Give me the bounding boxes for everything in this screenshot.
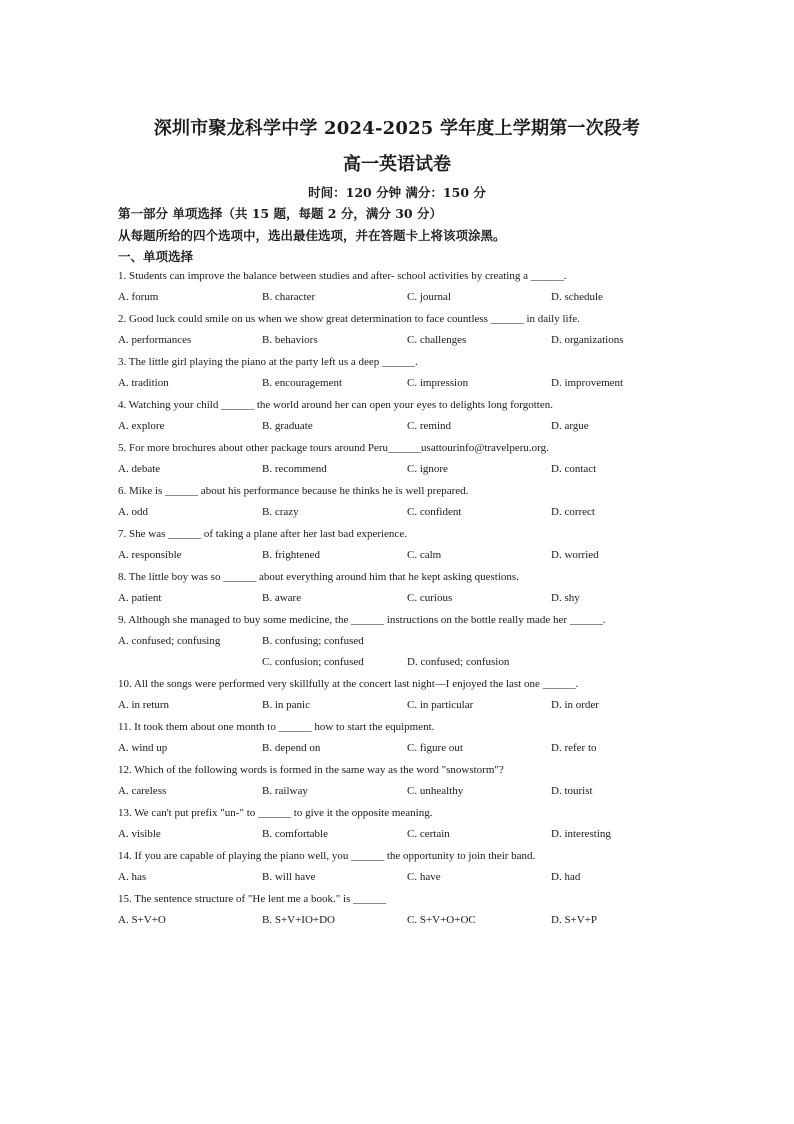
option-c: C. impression xyxy=(407,377,469,389)
option-d: D. S+V+P xyxy=(551,914,598,926)
option-d: D. shy xyxy=(551,592,580,604)
option-a: A. careless xyxy=(118,785,167,797)
instruction: 从每题所给的四个选项中，选出最佳选项，并在答题卡上将该项涂黑。 xyxy=(118,228,506,243)
options-row xyxy=(118,377,678,393)
options-row xyxy=(118,635,678,651)
option-b: B. crazy xyxy=(262,506,299,518)
question-stem: 8. The little boy was so ______ about everything around him that he kept asking questions. xyxy=(118,571,519,583)
question-stem: 3. The little girl playing the piano at the party left us a deep ______. xyxy=(118,356,418,368)
option-a: A. forum xyxy=(118,291,159,303)
options-row xyxy=(118,785,678,801)
option-c: C. unhealthy xyxy=(407,785,464,797)
option-b: B. recommend xyxy=(262,463,327,475)
option-a: A. explore xyxy=(118,420,165,432)
question-stem: 12. Which of the following words is formed in the same way as the word "snowstorm"? xyxy=(118,764,504,776)
option-b: B. encouragement xyxy=(262,377,343,389)
question-stem: 6. Mike is ______ about his performance because he thinks he is well prepared. xyxy=(118,485,469,497)
option-b: B. graduate xyxy=(262,420,313,432)
question-stem: 15. The sentence structure of "He lent me a book." is ______ xyxy=(118,893,387,905)
option-d: D. confused; confusion xyxy=(407,656,510,668)
exam-title: 深圳市聚龙科学中学 2024-2025 学年度上学期第一次段考 xyxy=(153,118,641,139)
exam-info: 时间：120 分钟 满分：150 分 xyxy=(308,185,486,200)
option-d: D. had xyxy=(551,871,581,883)
option-a: A. odd xyxy=(118,506,148,518)
options-row xyxy=(118,506,678,522)
option-b: B. depend on xyxy=(262,742,321,754)
option-a: A. patient xyxy=(118,592,162,604)
option-d: D. interesting xyxy=(551,828,611,840)
option-c: C. confusion; confused xyxy=(262,656,364,668)
option-d: D. argue xyxy=(551,420,589,432)
exam-subtitle: 高一英语试卷 xyxy=(343,154,451,175)
options-row xyxy=(118,699,678,715)
option-c: C. certain xyxy=(407,828,450,840)
question-stem: 5. For more brochures about other package tours around Peru______usattourinfo@travelperu.org. xyxy=(118,442,549,454)
option-c: C. curious xyxy=(407,592,453,604)
option-d: D. contact xyxy=(551,463,597,475)
question-stem: 2. Good luck could smile on us when we show great determination to face countless ______ in daily life. xyxy=(118,313,580,325)
question-stem: 10. All the songs were performed very skillfully at the concert last night—I enjoyed the last one ______. xyxy=(118,678,579,690)
question-stem: 4. Watching your child ______ the world around her can open your eyes to delights long forgotten. xyxy=(118,399,553,411)
option-c: C. have xyxy=(407,871,441,883)
options-row xyxy=(118,914,678,930)
option-d: D. organizations xyxy=(551,334,624,346)
question-stem: 13. We can't put prefix "un-" to ______ to give it the opposite meaning. xyxy=(118,807,433,819)
options-row xyxy=(118,334,678,350)
question-stem: 9. Although she managed to buy some medicine, the ______ instructions on the bottle really made her ______. xyxy=(118,614,606,626)
question-stem: 14. If you are capable of playing the piano well, you ______ the opportunity to join their band. xyxy=(118,850,536,862)
option-c: C. remind xyxy=(407,420,451,432)
option-b: B. character xyxy=(262,291,316,303)
option-b: B. railway xyxy=(262,785,308,797)
option-c: C. in particular xyxy=(407,699,474,711)
option-b: B. S+V+IO+DO xyxy=(262,914,336,926)
option-c: C. ignore xyxy=(407,463,448,475)
option-c: C. calm xyxy=(407,549,442,561)
question-stem: 11. It took them about one month to ______ how to start the equipment. xyxy=(118,721,435,733)
options-row xyxy=(118,549,678,565)
option-b: B. aware xyxy=(262,592,302,604)
options-row xyxy=(118,742,678,758)
option-d: D. correct xyxy=(551,506,595,518)
option-c: C. S+V+O+OC xyxy=(407,914,476,926)
option-d: D. schedule xyxy=(551,291,603,303)
option-a: A. responsible xyxy=(118,549,182,561)
option-a: A. in return xyxy=(118,699,170,711)
options-row xyxy=(118,291,678,307)
option-b: B. confusing; confused xyxy=(262,635,364,647)
question-stem: 7. She was ______ of taking a plane after her last bad experience. xyxy=(118,528,407,540)
question-stem: 1. Students can improve the balance between studies and after- school activities by creating a ______. xyxy=(118,270,567,282)
options-row xyxy=(118,828,678,844)
options-row xyxy=(118,656,678,672)
option-a: A. visible xyxy=(118,828,161,840)
option-d: D. tourist xyxy=(551,785,593,797)
subheading: 一、单项选择 xyxy=(118,249,194,264)
option-b: B. in panic xyxy=(262,699,310,711)
option-a: A. S+V+O xyxy=(118,914,166,926)
option-d: D. in order xyxy=(551,699,599,711)
option-c: C. confident xyxy=(407,506,462,518)
option-c: C. figure out xyxy=(407,742,463,754)
options-row xyxy=(118,463,678,479)
option-a: A. tradition xyxy=(118,377,169,389)
option-d: D. improvement xyxy=(551,377,624,389)
option-d: D. worried xyxy=(551,549,599,561)
option-b: B. will have xyxy=(262,871,316,883)
option-b: B. behaviors xyxy=(262,334,318,346)
option-a: A. has xyxy=(118,871,147,883)
option-c: C. journal xyxy=(407,291,451,303)
option-c: C. challenges xyxy=(407,334,467,346)
option-d: D. refer to xyxy=(551,742,597,754)
options-row xyxy=(118,420,678,436)
part-title: 第一部分 单项选择（共 15 题，每题 2 分，满分 30 分） xyxy=(118,206,442,221)
options-row xyxy=(118,592,678,608)
option-a: A. confused; confusing xyxy=(118,635,221,647)
option-a: A. debate xyxy=(118,463,161,475)
option-a: A. wind up xyxy=(118,742,168,754)
option-a: A. performances xyxy=(118,334,192,346)
options-row xyxy=(118,871,678,887)
option-b: B. frightened xyxy=(262,549,321,561)
option-b: B. comfortable xyxy=(262,828,328,840)
